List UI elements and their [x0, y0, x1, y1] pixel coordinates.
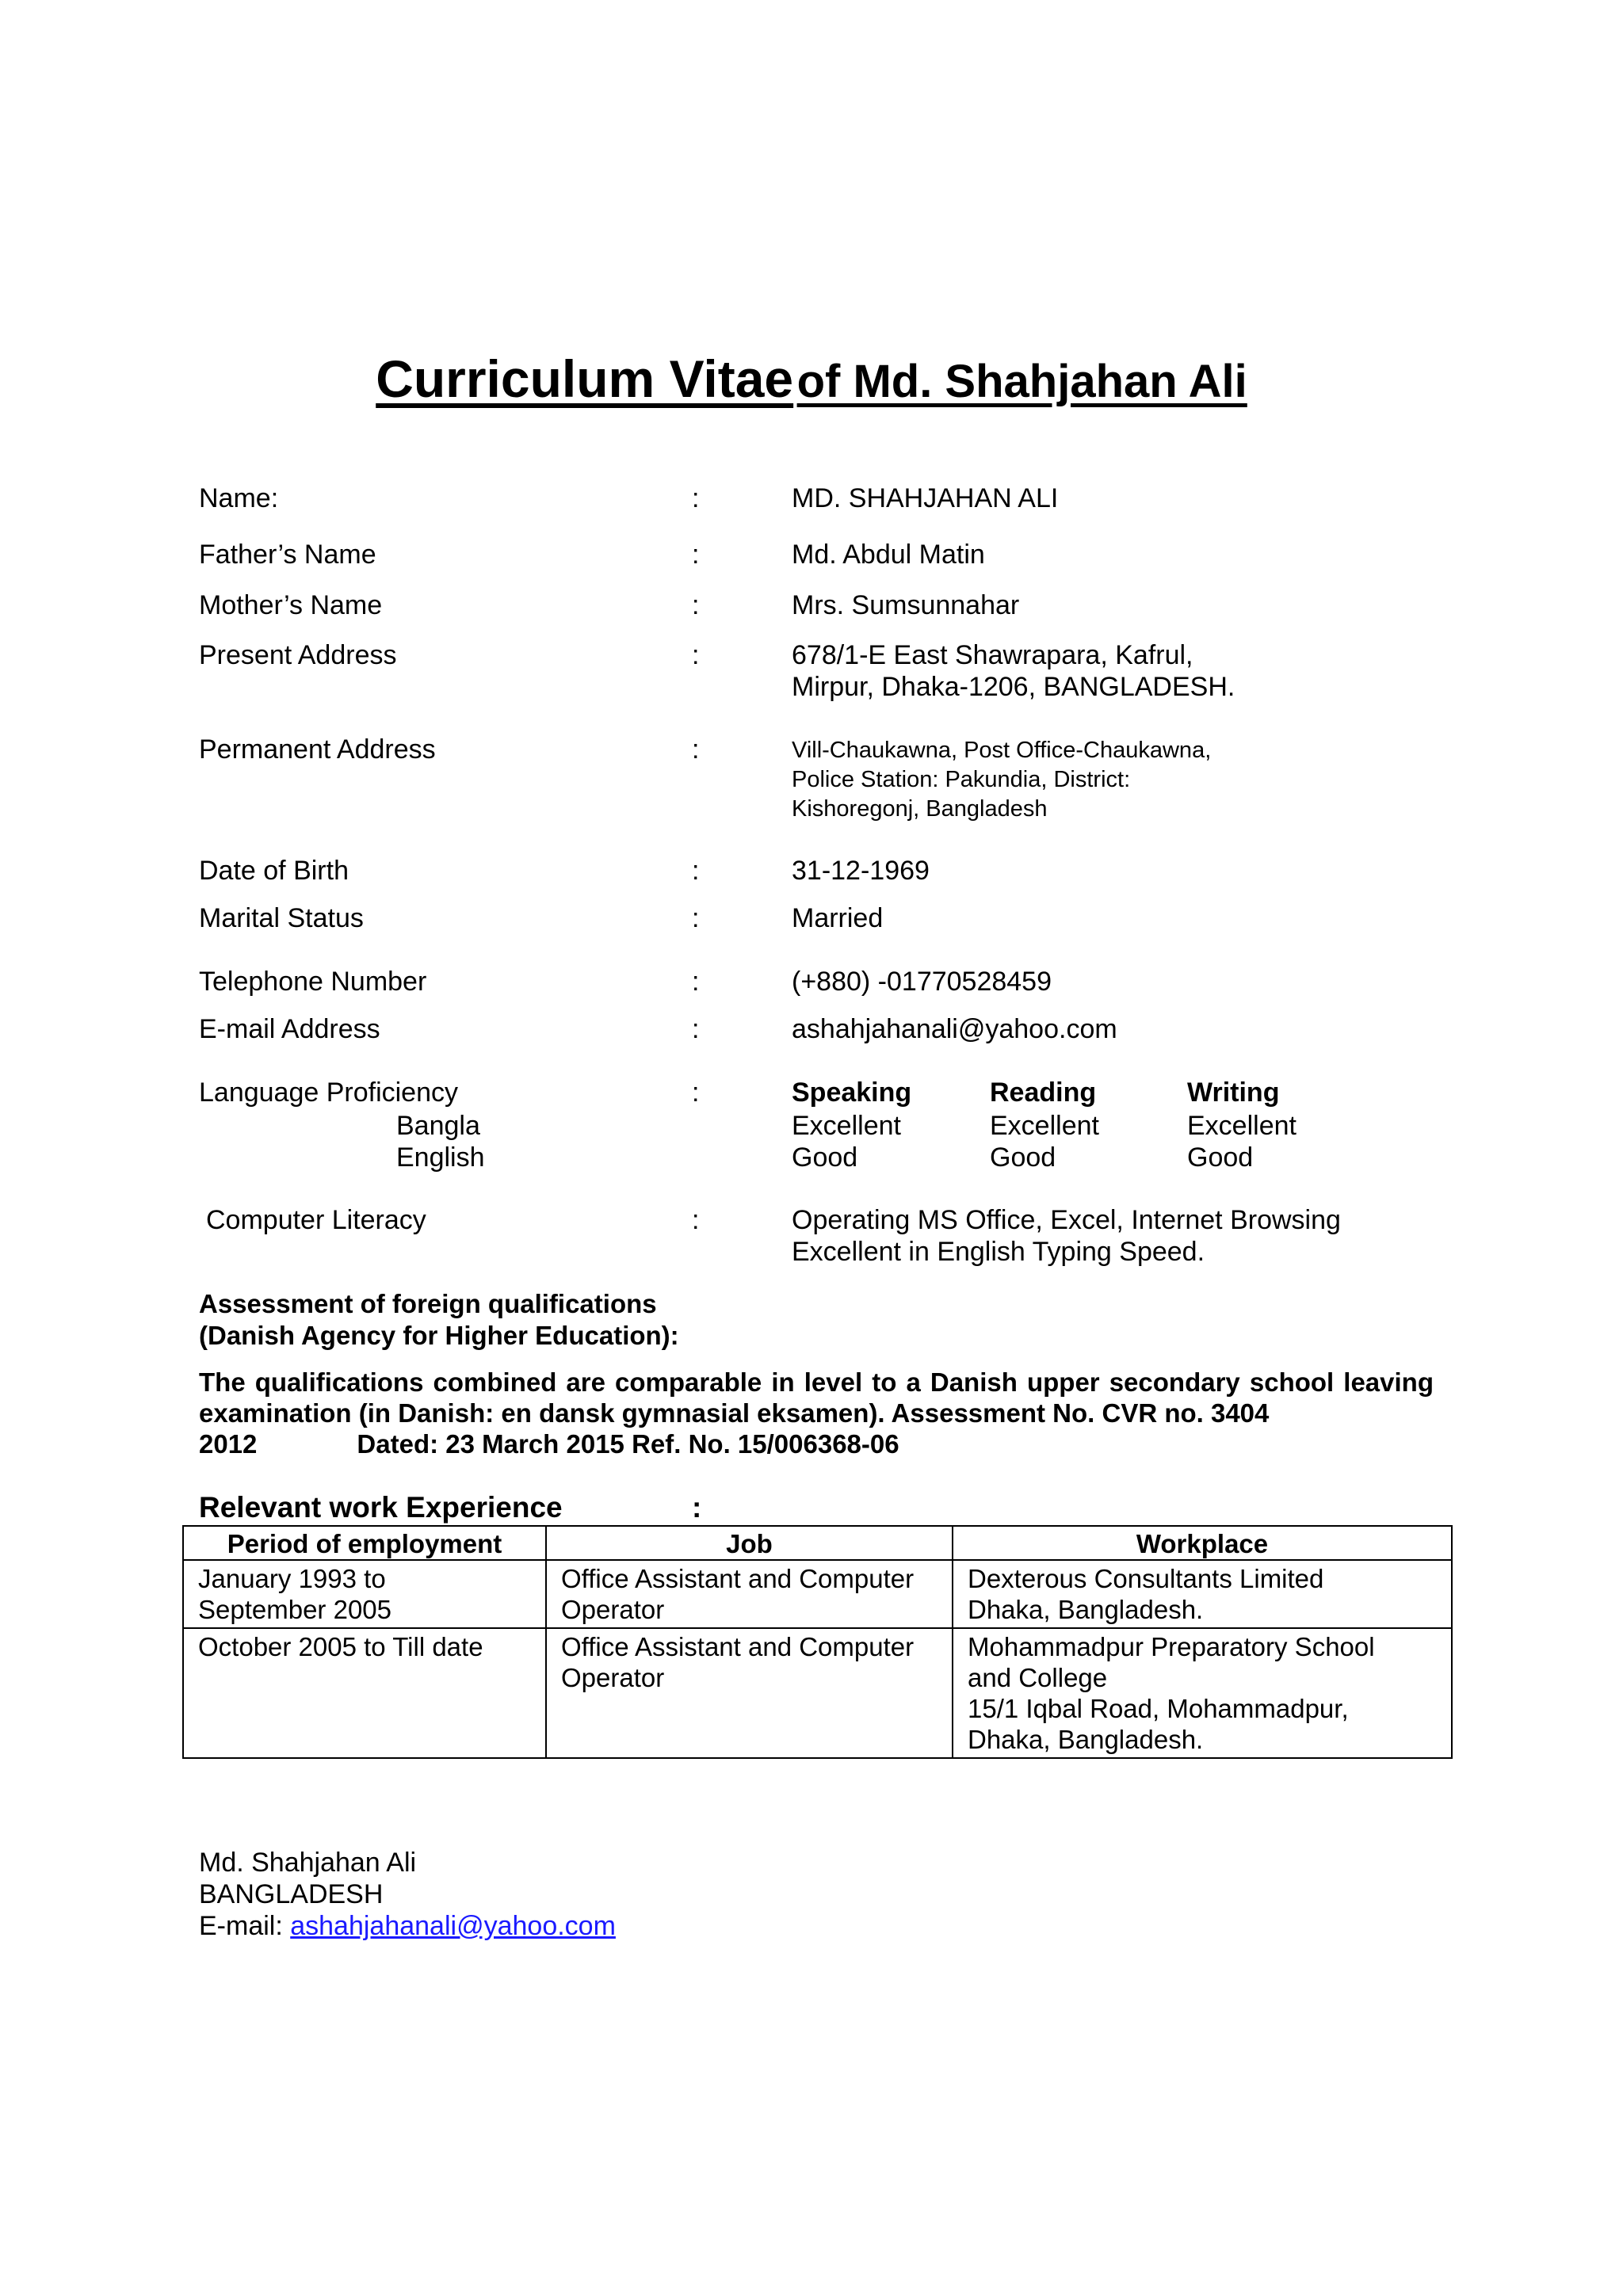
cell-line: September 2005: [198, 1595, 392, 1624]
cell-line: Operator: [561, 1663, 665, 1692]
column-header-job: Job: [546, 1526, 953, 1560]
language-header-speaking: Speaking: [792, 1077, 912, 1108]
job-cell: [546, 1628, 953, 1758]
signature-email-label: E-mail:: [199, 1911, 291, 1941]
separator: :: [692, 1077, 700, 1108]
title-sub: of Md. Shahjahan Ali: [796, 356, 1247, 407]
separator: :: [692, 1014, 700, 1044]
signature-country: BANGLADESH: [199, 1879, 384, 1909]
language-header-reading: Reading: [990, 1077, 1097, 1108]
separator: :: [692, 967, 700, 997]
assessment-body: [199, 1367, 1434, 1459]
signature-email-line: [199, 1910, 616, 1942]
email-value: ashahjahanali@yahoo.com: [792, 1014, 1117, 1044]
table-header-row: [183, 1526, 1452, 1560]
cell-line: Operator: [561, 1595, 665, 1624]
column-header-workplace: Workplace: [953, 1526, 1452, 1560]
mother-value: Mrs. Sumsunnahar: [792, 590, 1020, 620]
marital-value: Married: [792, 903, 884, 933]
language-name-english: English: [396, 1142, 485, 1173]
workplace-cell: [953, 1628, 1452, 1758]
language-level: Good: [792, 1142, 858, 1173]
language-level: Excellent: [990, 1111, 1099, 1141]
phone-label: Telephone Number: [199, 967, 427, 997]
language-name-bangla: Bangla: [396, 1111, 480, 1141]
separator: :: [692, 734, 700, 765]
computer-line2: Excellent in English Typing Speed.: [792, 1237, 1205, 1267]
father-value: Md. Abdul Matin: [792, 540, 985, 570]
cell-line: January 1993 to: [198, 1564, 386, 1593]
cell-line: October 2005 to Till date: [198, 1632, 483, 1661]
cell-line: Dexterous Consultants Limited: [968, 1564, 1324, 1593]
separator: :: [692, 1491, 702, 1524]
permanent-address-line1: Vill-Chaukawna, Post Office-Chaukawna,: [792, 738, 1212, 763]
permanent-address-line2: Police Station: Pakundia, District:: [792, 767, 1131, 792]
assessment-last-line: [199, 1428, 1434, 1459]
job-cell: [546, 1560, 953, 1628]
separator: :: [692, 483, 700, 513]
language-level: Good: [1187, 1142, 1254, 1173]
period-cell: [183, 1628, 546, 1758]
work-heading: Relevant work Experience: [199, 1491, 563, 1524]
assessment-heading: [199, 1288, 679, 1352]
mother-label: Mother’s Name: [199, 590, 383, 620]
assessment-heading-line2: (Danish Agency for Higher Education):: [199, 1321, 679, 1350]
marital-label: Marital Status: [199, 903, 364, 933]
work-experience-table: [182, 1525, 1453, 1759]
cell-line: Office Assistant and Computer: [561, 1564, 915, 1593]
table-row: [183, 1628, 1452, 1758]
assessment-date-ref: Dated: 23 March 2015 Ref. No. 15/006368-06: [357, 1429, 899, 1459]
separator: :: [692, 640, 700, 670]
separator: :: [692, 903, 700, 933]
cell-line: 15/1 Iqbal Road, Mohammadpur,: [968, 1694, 1349, 1723]
workplace-cell: [953, 1560, 1452, 1628]
table-row: [183, 1560, 1452, 1628]
assessment-heading-line1: Assessment of foreign qualifications: [199, 1289, 657, 1318]
separator: :: [692, 856, 700, 886]
father-label: Father’s Name: [199, 540, 376, 570]
present-address-line2: Mirpur, Dhaka-1206, BANGLADESH.: [792, 672, 1235, 702]
language-level: Good: [990, 1142, 1056, 1173]
document-title: [0, 349, 1623, 409]
cell-line: and College: [968, 1663, 1108, 1692]
signature-name: Md. Shahjahan Ali: [199, 1848, 417, 1878]
dob-label: Date of Birth: [199, 856, 349, 886]
cell-line: Office Assistant and Computer: [561, 1632, 915, 1661]
permanent-address-label: Permanent Address: [199, 734, 436, 765]
phone-value: (+880) -01770528459: [792, 967, 1052, 997]
title-main: Curriculum Vitae: [376, 349, 794, 408]
assessment-text: The qualifications combined are comparable in level to a Danish upper secondary school leaving examination (in Danish: en dansk gymnasial eksamen). Assessment No. CVR no. 3404: [199, 1367, 1434, 1428]
cell-line: Dhaka, Bangladesh.: [968, 1595, 1204, 1624]
present-address-label: Present Address: [199, 640, 397, 670]
language-label: Language Proficiency: [199, 1077, 459, 1108]
computer-label: Computer Literacy: [206, 1205, 426, 1235]
present-address-line1: 678/1-E East Shawrapara, Kafrul,: [792, 640, 1193, 670]
separator: :: [692, 1205, 700, 1235]
separator: :: [692, 540, 700, 570]
separator: :: [692, 590, 700, 620]
period-cell: [183, 1560, 546, 1628]
assessment-year: 2012: [199, 1429, 258, 1459]
dob-value: 31-12-1969: [792, 856, 930, 886]
name-value: MD. SHAHJAHAN ALI: [792, 483, 1059, 513]
cell-line: Mohammadpur Preparatory School: [968, 1632, 1375, 1661]
computer-line1: Operating MS Office, Excel, Internet Browsing: [792, 1205, 1341, 1235]
language-header-writing: Writing: [1187, 1077, 1280, 1108]
column-header-period: Period of employment: [183, 1526, 546, 1560]
email-label: E-mail Address: [199, 1014, 380, 1044]
signature-email-link[interactable]: ashahjahanali@yahoo.com: [290, 1911, 616, 1941]
language-level: Excellent: [792, 1111, 901, 1141]
name-label: Name:: [199, 483, 279, 513]
permanent-address-line3: Kishoregonj, Bangladesh: [792, 796, 1048, 822]
language-level: Excellent: [1187, 1111, 1296, 1141]
cell-line: Dhaka, Bangladesh.: [968, 1725, 1204, 1754]
